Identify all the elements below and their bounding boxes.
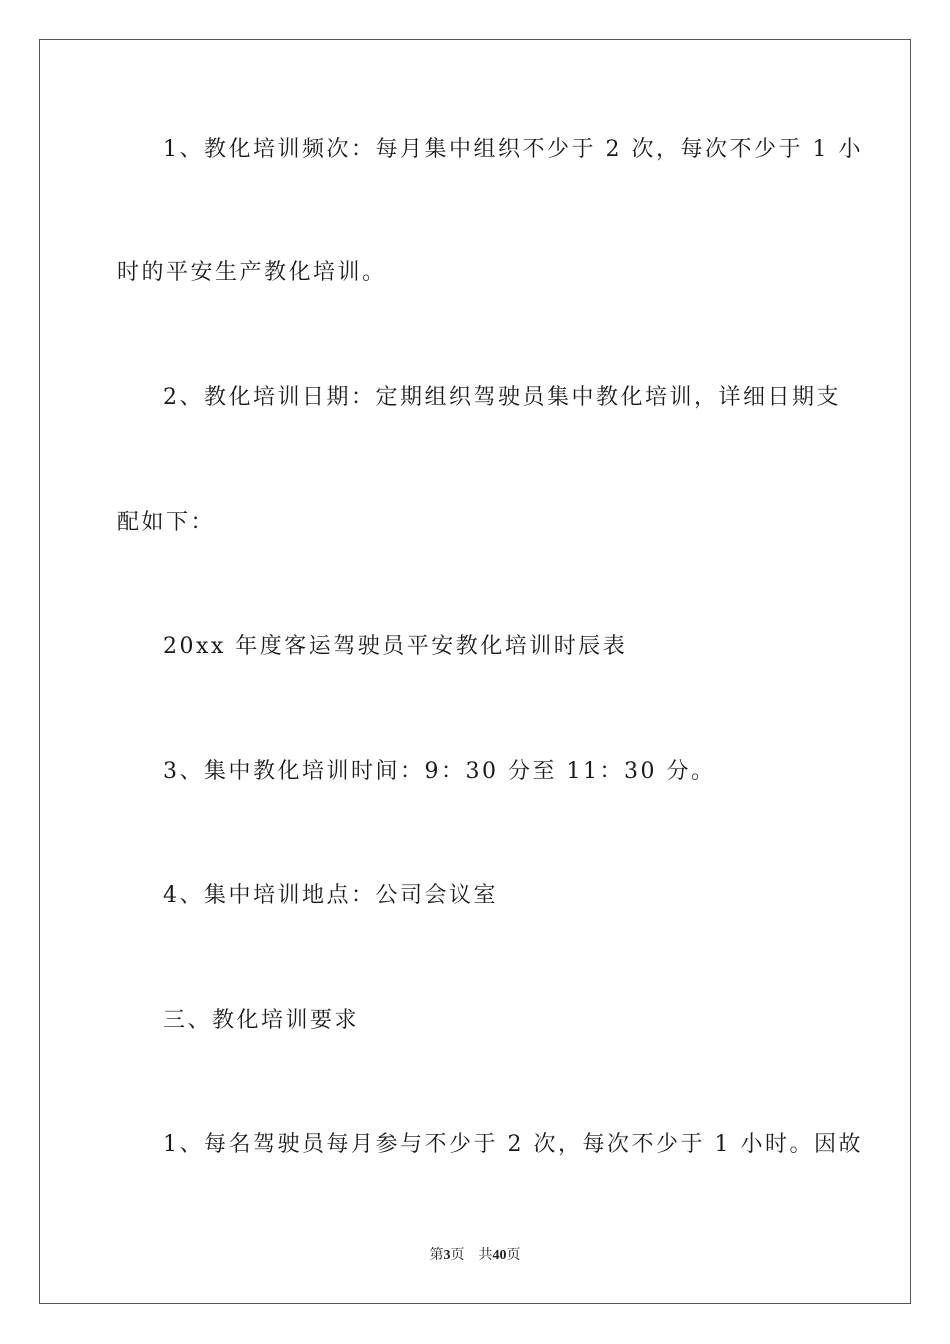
footer-page-number: 3: [443, 1248, 451, 1263]
section-heading: 三、教化培训要求: [163, 1008, 360, 1033]
table-caption-line: 20xx 年度客运驾驶员平安教化培训时辰表: [163, 634, 628, 659]
paragraph-line: 时的平安生产教化培训。: [117, 260, 387, 285]
footer-page-prefix: 第: [429, 1248, 444, 1263]
paragraph-line: 1、教化培训频次：每月集中组织不少于 2 次，每次不少于 1 小: [163, 137, 863, 162]
paragraph-line: 配如下：: [117, 510, 216, 535]
footer-total-prefix: 共: [478, 1248, 493, 1263]
footer-total-pages: 40: [492, 1248, 507, 1263]
paragraph-line: 3、集中教化培训时间：9：30 分至 11：30 分。: [163, 759, 716, 784]
paragraph-line: 4、集中培训地点：公司会议室: [163, 883, 498, 908]
paragraph-line: 1、每名驾驶员每月参与不少于 2 次，每次不少于 1 小时。因故: [163, 1132, 863, 1157]
footer-page-suffix: 页: [450, 1248, 465, 1263]
page-footer: [0, 1247, 950, 1265]
paragraph-line: 2、教化培训日期：定期组织驾驶员集中教化培训，详细日期支: [163, 385, 841, 410]
page-border: [39, 39, 911, 1304]
footer-total-suffix: 页: [506, 1248, 521, 1263]
